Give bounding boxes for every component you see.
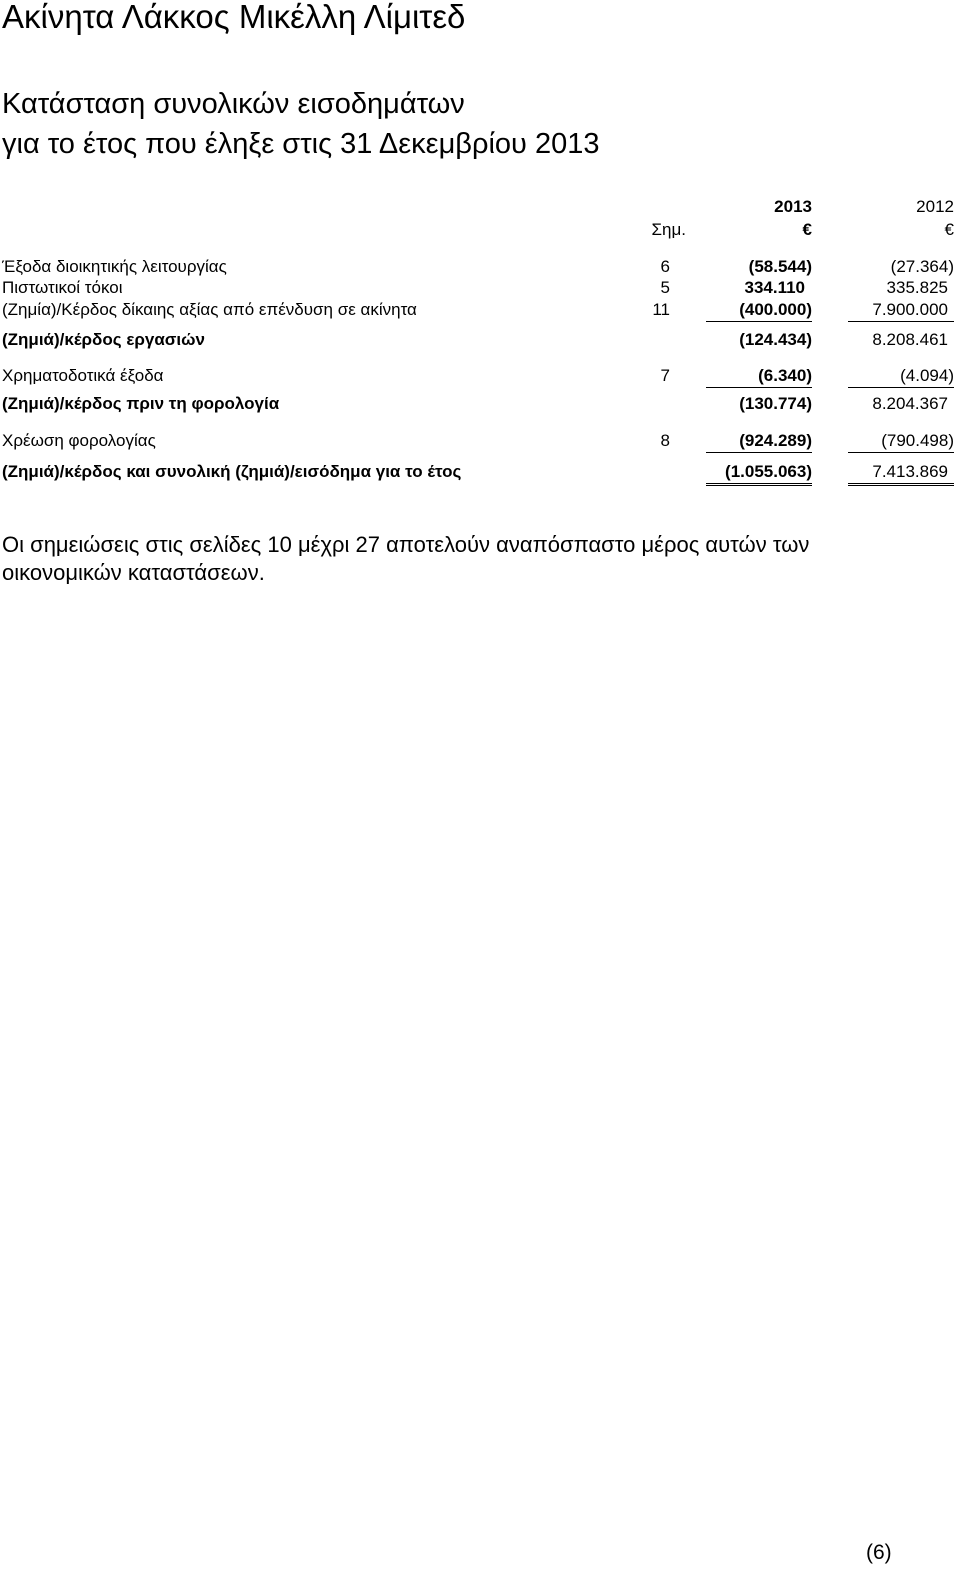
page-number: (6)	[866, 1541, 892, 1564]
row-note: 5	[660, 278, 670, 297]
row-note: 11	[652, 300, 670, 319]
row-label: (Ζημιά)/κέρδος πριν τη φορολογία	[2, 394, 280, 413]
table-row	[0, 257, 960, 279]
value-2012: 8.208.461	[872, 330, 948, 349]
company-name: Ακίνητα Λάκκος Μικέλλη Λίμιτεδ	[2, 0, 466, 35]
value-2013: (400.000)	[706, 300, 812, 322]
row-label: Έξοδα διοικητικής λειτουργίας	[2, 257, 227, 276]
value-2012: 7.900.000	[848, 300, 954, 322]
table-row-subtotal	[0, 394, 960, 416]
header-year-2012: 2012	[916, 197, 954, 216]
value-2013: (124.434)	[739, 330, 812, 349]
value-2012: (27.364)	[890, 257, 954, 276]
header-year-2013: 2013	[774, 197, 812, 216]
value-2013: (130.774)	[739, 394, 812, 413]
header-currency-2012: €	[944, 220, 954, 239]
table-row-total	[0, 462, 960, 484]
row-note: 7	[660, 366, 670, 385]
statement-period: για το έτος που έληξε στις 31 Δεκεμβρίου 2013	[2, 128, 600, 160]
value-2013: (58.544)	[748, 257, 812, 276]
header-currency-2013: €	[802, 220, 812, 239]
row-label: Πιστωτικοί τόκοι	[2, 278, 123, 297]
statement-title: Κατάσταση συνολικών εισοδημάτων	[2, 88, 465, 120]
row-label: (Ζημιά)/κέρδος εργασιών	[2, 330, 205, 349]
table-row	[0, 278, 960, 300]
table-row	[0, 431, 960, 453]
value-2012: 7.413.869	[848, 462, 954, 486]
value-2012: 8.204.367	[872, 394, 948, 413]
footnote-continued: οικονομικών καταστάσεων.	[2, 560, 265, 585]
table-row	[0, 366, 960, 388]
table-row-subtotal	[0, 330, 960, 352]
header-years	[0, 197, 960, 219]
row-note: 6	[660, 257, 670, 276]
row-label: (Ζημία)/Κέρδος δίκαιης αξίας από επένδυση σε ακίνητα	[2, 300, 417, 319]
header-currency	[0, 220, 960, 242]
table-row	[0, 300, 960, 322]
value-2013: (924.289)	[706, 431, 812, 453]
row-label: (Ζημιά)/κέρδος και συνολική (ζημιά)/εισόδημα για το έτος	[2, 462, 462, 481]
value-2013: (6.340)	[706, 366, 812, 388]
row-label: Χρηματοδοτικά έξοδα	[2, 366, 164, 385]
footnote: Οι σημειώσεις στις σελίδες 10 μέχρι 27 αποτελούν αναπόσπαστο μέρος αυτών των	[2, 532, 810, 557]
header-note: Σημ.	[651, 220, 686, 239]
row-note: 8	[660, 431, 670, 450]
row-label: Χρέωση φορολογίας	[2, 431, 156, 450]
value-2012: (4.094)	[848, 366, 954, 388]
value-2013: 334.110	[744, 278, 805, 297]
value-2013: (1.055.063)	[706, 462, 812, 486]
value-2012: 335.825	[886, 278, 948, 297]
value-2012: (790.498)	[848, 431, 954, 453]
